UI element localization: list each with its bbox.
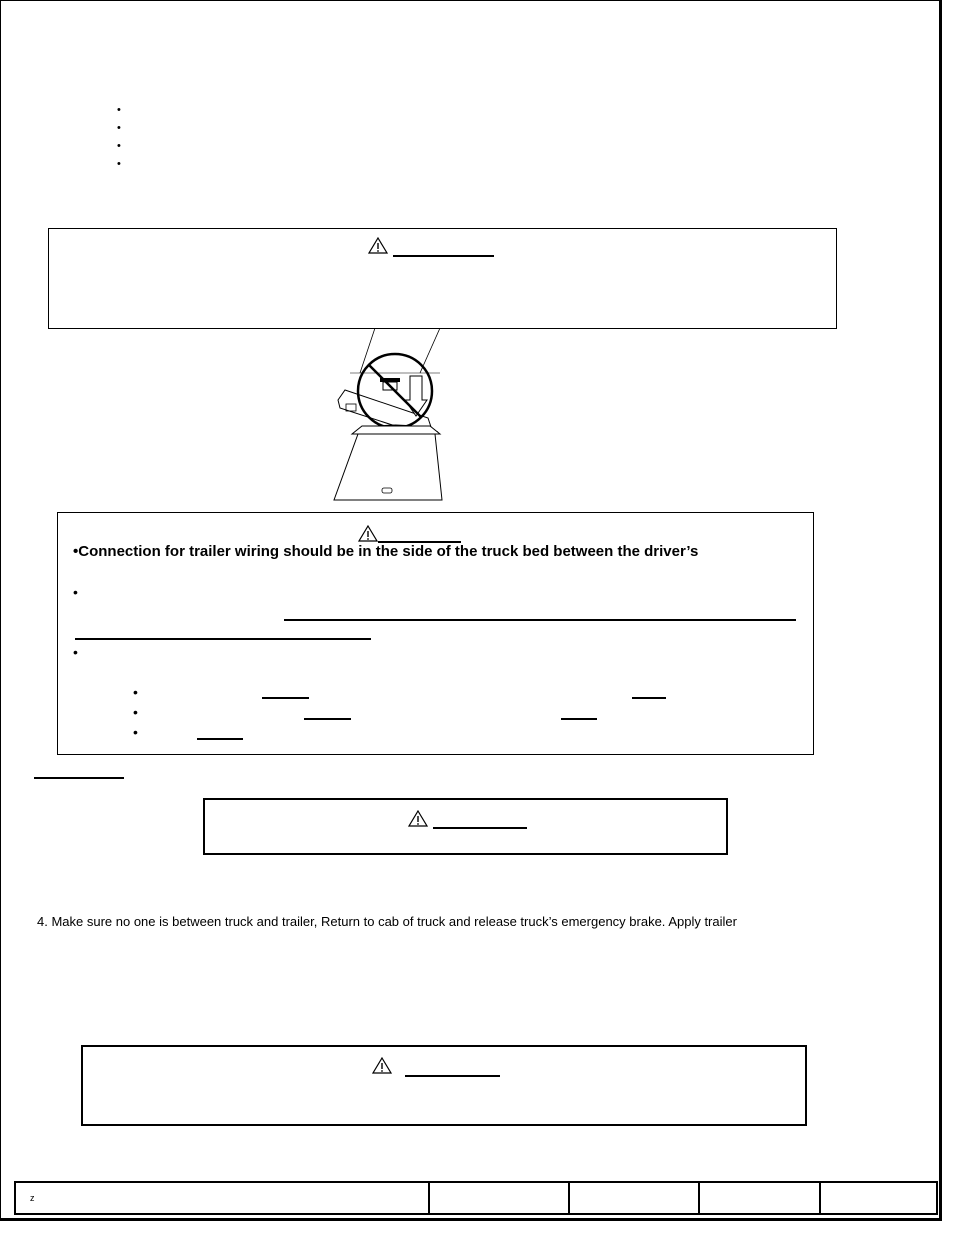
warning-box-4 [81, 1045, 807, 1126]
warning-heading-line [393, 255, 494, 257]
top-bullet: • [117, 158, 121, 170]
hitch-prohibited-illustration [330, 328, 450, 503]
warning-triangle-icon [358, 525, 378, 542]
footer-cell [569, 1182, 699, 1214]
underline-blank [632, 697, 666, 699]
footer-cell [820, 1182, 937, 1214]
underline-blank [304, 718, 351, 720]
sub-bullet: • [133, 704, 138, 720]
underline-blank [262, 697, 309, 699]
trailer-wiring-text: •Connection for trailer wiring should be in the side of the truck bed between the driver’s [73, 543, 699, 560]
warning-box-3 [203, 798, 728, 855]
top-bullet: • [117, 104, 121, 116]
underline-blank [197, 738, 243, 740]
footer-cell-doc: z [15, 1182, 429, 1214]
footer-cell [429, 1182, 569, 1214]
bullet-mark: • [73, 644, 78, 660]
bullet-mark: • [73, 584, 78, 600]
top-bullet: • [117, 122, 121, 134]
warning-triangle-icon [372, 1057, 392, 1074]
step-4-text: 4. Make sure no one is between truck and trailer, Return to cab of truck and release truck’s emergency brake. Apply trailer [37, 914, 737, 929]
sub-bullet: • [133, 684, 138, 700]
underline-blank [284, 619, 796, 621]
footer-table [14, 1181, 938, 1215]
top-bullet: • [117, 140, 121, 152]
warning-triangle-icon [368, 237, 388, 254]
trailer-wiring-warning-box [57, 512, 814, 755]
underline-blank [561, 718, 597, 720]
sub-bullet: • [133, 724, 138, 740]
section-heading-line [34, 777, 124, 779]
warning-box-1 [48, 228, 837, 329]
underline-blank [75, 638, 371, 640]
warning-heading-line [405, 1075, 500, 1077]
warning-heading-line [433, 827, 527, 829]
warning-triangle-icon [408, 810, 428, 827]
footer-cell [699, 1182, 820, 1214]
